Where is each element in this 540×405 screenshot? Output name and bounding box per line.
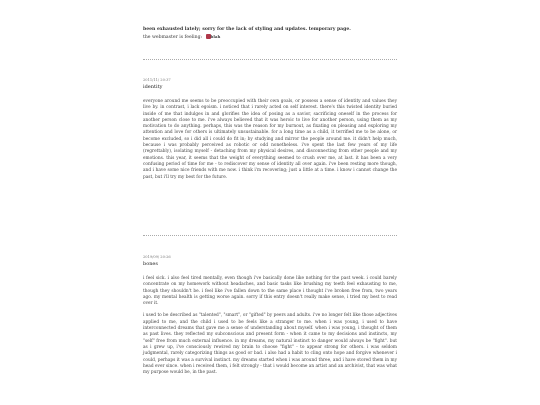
post-date: 2019/09/ 20:26 bbox=[143, 255, 171, 259]
post-title: bones bbox=[143, 261, 158, 267]
post-body bbox=[143, 276, 397, 376]
site-notice bbox=[143, 26, 397, 41]
mood-value: blah bbox=[210, 34, 221, 40]
divider bbox=[143, 235, 397, 236]
post-entry bbox=[143, 78, 397, 187]
post-paragraph: i used to be described as "talented", "smart", or "gifted" by peers and adults. i've no longer felt like those adjectives applied to me, and the child i used to be feels like a stranger to me. when i was young, i used to have interconnected dreams that gave me a sense of understanding about myself. when i was young, i thought of them as past lives. they reflected my subconscious and present form - when it came to my decisions and instincts, my "self" free from much external influence. in my dreams, my natural instinct to danger would always be "fight". but as i grew up, i've consciously rewired my brain to choose "fight" - to appear strong for others. i was seldom judgmental, rarely categorizing things as good or bad. i also had a habit to cling onto hope and forgive whenever i could, perhaps it was a survival instinct. my dreams started when i was around three, and i have stored them in my head ever since. when i received them, i felt strongly - that i would become an artist and an archivist, that was what my purpose would be, in the past. bbox=[143, 313, 397, 376]
post-entry bbox=[143, 255, 397, 382]
notice-text bbox=[143, 26, 397, 33]
divider bbox=[143, 59, 397, 60]
post-title: identity bbox=[143, 84, 163, 90]
post-paragraph: i feel sick. i also feel tired mentally, even though i've basically done like nothing for the past week. i could barely concentrate on my homework without headaches, and basic tasks like brushing my teeth feel exhausting to me, though they shouldn't be. i feel like i've fallen down to the same place i thought i've broken free from, two years ago. my mental health is getting worse again. sorry if this entry doesn't really make sense, i tried my best to read over it. bbox=[143, 276, 397, 307]
post-body bbox=[143, 99, 397, 181]
post-date: 2011/11/ 20:37 bbox=[143, 78, 171, 82]
post-paragraph: everyone around me seems to be preoccupied with their own goals, or possess a sense of identity and values they live by. in contrast, i lack egoism. i noticed that i rarely acted on self interest. there's this twisted identity buried inside of me that indulges in and glorifies the idea of posing as a savior, sacrificing oneself in the process for another person close to me. i've always believed that it was heroic to live for another person, using them as my motivation to do anything. perhaps, this was the reason for my burnout, as fixating on pleasing and exploring my attention and love for others is ultimately unsustainable. for a long time as a child, it terrified me to be alone, or become excluded, so i did all i could do fit in; by studying and mirror the people around me. it didn't help much, because i was probably perceived as robotic or odd nonetheless. i've spent the last few years of my life (regrettably), isolating myself - detaching from my physical desires, and disconnecting from other people and my emotions. this year, it seems that the weight of everything seemed to crush over me, at last. it has been a very confusing period of time for me - to rediscover my sense of identity all over again. i've been resting more though, and i have some nice friends with me now. i think i'm recovering; just a little at a time. i know i cannot change the past, but i'll try my best for the future. bbox=[143, 99, 397, 180]
mood-line bbox=[143, 33, 397, 41]
notice-line: been exhausted lately; sorry for the lack of styling and updates. temporary page. bbox=[143, 27, 351, 32]
mood-label: the webmaster is feeling: bbox=[143, 35, 203, 41]
